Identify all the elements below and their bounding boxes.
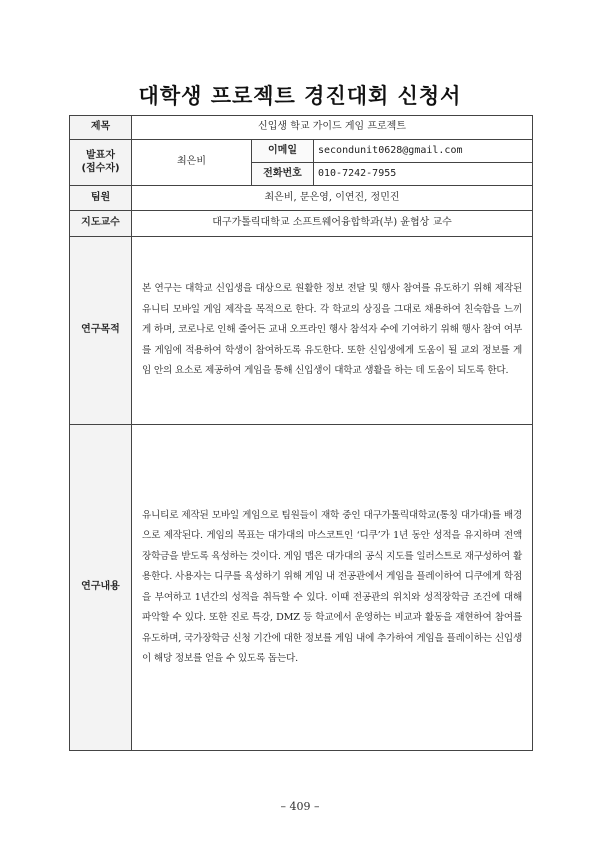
team-label: 팀원 xyxy=(70,186,132,211)
content-text: 유니티로 제작된 모바일 게임으로 팀원들이 재학 중인 대구가톨릭대학교(통칭 대가대)를 배경으로 제작된다. 게임의 목표는 대가대의 마스코트인 ‘디쿠’가 1년 동안 성적을 유지하며 전액 장학금을 받도록 육성하는 것이다. 게임 맵은 대가대의 공식 지도를 일러스트로 재구성하여 활용한다. 사용자는 디쿠를 육성하기 위해 게임 내 전공관에서 게임을 플레이하여 디쿠에게 학점을 부여하고 1년간의 성적을 취득할 수 있다. 이때 전공관의 위치와 성적장학금 조건에 대해 파악할 수 있다. 또한 진로 특강, DMZ 등 학교에서 운영하는 비교과 활동을 재현하여 참여를 유도하며, 국가장학금 신청 기간에 대한 정보를 게임 내에 추가하여 게임을 플레이하는 신입생이 해당 정보를 얻을 수 있도록 돕는다. xyxy=(142,509,523,664)
advisor-value: 대구가톨릭대학교 소프트웨어융합학과(부) 윤협상 교수 xyxy=(132,211,533,237)
presenter-label-line1: 발표자 xyxy=(86,150,115,161)
email-value: secondunit0628@gmail.com xyxy=(314,140,533,163)
phone-value: 010-7242-7955 xyxy=(314,163,533,186)
advisor-label: 지도교수 xyxy=(70,211,132,237)
content-label: 연구내용 xyxy=(70,425,132,751)
purpose-label: 연구목적 xyxy=(70,237,132,425)
application-form-table xyxy=(69,115,533,751)
form-title: 대학생 프로젝트 경진대회 신청서 xyxy=(138,84,462,108)
phone-label: 전화번호 xyxy=(252,163,314,186)
presenter-name: 최은비 xyxy=(132,140,252,186)
team-row xyxy=(70,186,533,211)
presenter-row-email xyxy=(70,140,533,163)
email-label: 이메일 xyxy=(252,140,314,163)
subject-row xyxy=(70,116,533,140)
purpose-row xyxy=(70,237,533,425)
content-row xyxy=(70,425,533,751)
content-cell xyxy=(132,425,533,751)
subject-value: 신입생 학교 가이드 게임 프로젝트 xyxy=(132,116,533,140)
purpose-cell xyxy=(132,237,533,425)
team-value: 최은비, 문은영, 이연진, 정민진 xyxy=(132,186,533,211)
subject-label: 제목 xyxy=(70,116,132,140)
page-number: – 409 – xyxy=(280,800,320,813)
purpose-text: 본 연구는 대학교 신입생을 대상으로 원활한 정보 전달 및 행사 참여를 유도하기 위해 제작된 유니티 모바일 게임 제작을 목적으로 한다. 각 학교의 상징을 그대로 채용하여 친숙함을 느끼게 하며, 코로나로 인해 줄어든 교내 오프라인 행사 참석자 수에 기여하기 위해 행사 참여 여부를 게임에 적용하여 학생이 참여하도록 유도한다. 또한 신입생에게 도움이 될 교외 정보를 게임 안의 요소로 제공하여 게임을 통해 신입생이 대학교 생활을 하는 데 도움이 되도록 한다. xyxy=(142,283,523,377)
presenter-label xyxy=(70,140,132,186)
presenter-label-line2: (접수자) xyxy=(81,162,120,174)
advisor-row xyxy=(70,211,533,237)
